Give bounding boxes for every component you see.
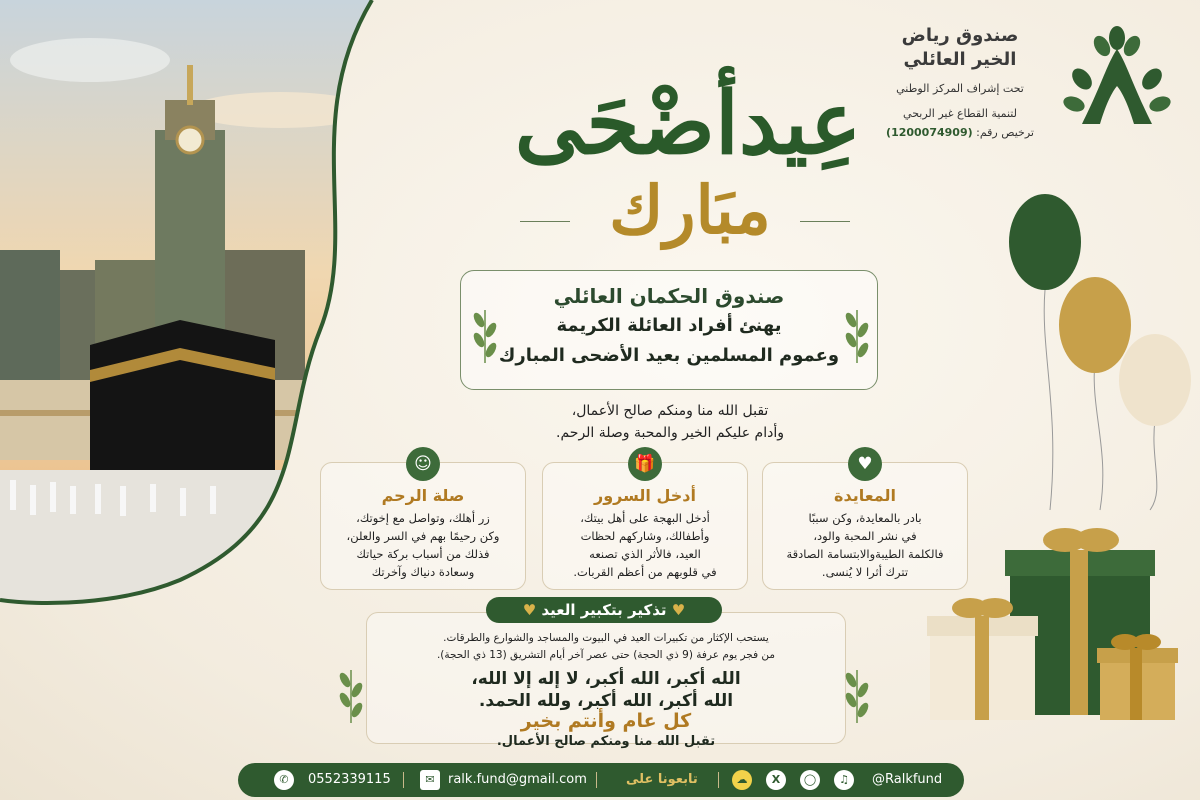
takbir-line2: من فجر يوم عرفة (9 ذي الحجة) حتى عصر آخر أيام التشريق (13 ذي الحجة). bbox=[436, 649, 776, 661]
divider bbox=[403, 772, 404, 788]
card-joy bbox=[542, 454, 748, 590]
takbir-dhikr bbox=[400, 668, 812, 712]
title-line1: عِيدأضْحَى bbox=[514, 73, 862, 174]
leaf-sprig-icon bbox=[842, 665, 872, 725]
takbir-line1: يستحب الإكثار من تكبيرات العيد في البيوت والمساجد والشوارع والطرقات. bbox=[443, 632, 769, 644]
flourish-left bbox=[520, 221, 570, 222]
gift-icon: 🎁 bbox=[628, 447, 662, 481]
card-title: صلة الرحم bbox=[381, 486, 465, 505]
heart-icon: ♥ bbox=[671, 601, 686, 619]
fund-logo bbox=[1062, 24, 1172, 134]
closing-dua: تقبل الله منا ومنكم صالح الأعمال. bbox=[496, 734, 716, 749]
phone-number[interactable]: 0552339115 bbox=[308, 772, 391, 787]
email-icon[interactable]: ✉ bbox=[420, 770, 440, 790]
greeting-line2: يهنئ أفراد العائلة الكريمة bbox=[556, 315, 782, 336]
card-title: أدخل السرور bbox=[594, 486, 696, 505]
divider bbox=[718, 772, 719, 788]
title-line2: مبَارك bbox=[609, 171, 771, 249]
takbir-heading: ♥ تذكير بتكبير العيد ♥ bbox=[486, 597, 722, 623]
tiktok-icon[interactable]: ♫ bbox=[834, 770, 854, 790]
divider bbox=[596, 772, 597, 788]
takbir-lines bbox=[370, 630, 842, 664]
card-body: أدخل البهجة على أهل بيتك، وأطفالك، وشاركهم لحظات العيد، فالأثر الذي تصنعه في قلوبهم من أعظم القربات. bbox=[573, 511, 717, 579]
leaf-sprig-icon bbox=[336, 665, 366, 725]
greeting-line1: صندوق الحكمان العائلي bbox=[553, 284, 785, 308]
org-name-line1: صندوق رياض bbox=[901, 25, 1019, 46]
card-title: المعايدة bbox=[834, 486, 896, 505]
follow-label: تابعونا على bbox=[626, 772, 698, 787]
dua bbox=[490, 400, 850, 444]
card-body: زر أهلك، وتواصل مع إخوتك، وكن رحيمًا بهم في السر والعلن، فذلك من أسباب بركة حياتك وسعادة دنياك وآخرتك bbox=[346, 511, 500, 579]
handshake-heart-icon: ♥ bbox=[848, 447, 882, 481]
supervision-line1: تحت إشراف المركز الوطني bbox=[896, 82, 1024, 95]
card-body: بادر بالمعايدة، وكن سببًا في نشر المحبة والود، فالكلمة الطيبةوالابتسامة الصادقة تترك أثرا لا يُنسى. bbox=[786, 511, 944, 579]
greeting-box bbox=[460, 270, 878, 390]
balloons bbox=[1000, 190, 1200, 520]
license-number: (1200074909) bbox=[886, 126, 973, 139]
leaf-sprig-icon bbox=[470, 305, 500, 365]
closing-greeting: كل عام وأنتم بخير bbox=[520, 710, 692, 732]
dhikr-line2: الله أكبر، الله أكبر، ولله الحمد. bbox=[478, 691, 734, 711]
people-icon: ☺ bbox=[406, 447, 440, 481]
flourish-right bbox=[800, 221, 850, 222]
instagram-icon[interactable]: ◯ bbox=[800, 770, 820, 790]
heart-icon: ♥ bbox=[522, 601, 537, 619]
social-handle[interactable]: @Ralkfund bbox=[872, 772, 943, 787]
gift-boxes bbox=[925, 520, 1195, 725]
snapchat-icon[interactable]: ☁ bbox=[732, 770, 752, 790]
greeting-line3: وعموم المسلمين بعيد الأضحى المبارك bbox=[498, 345, 840, 366]
org-name-line2: الخير العائلي bbox=[903, 49, 1017, 70]
card-family-ties bbox=[320, 454, 526, 590]
leaf-sprig-icon bbox=[842, 305, 872, 365]
supervision-line2: لتنمية القطاع غير الربحي bbox=[903, 107, 1017, 120]
footer-bar bbox=[238, 763, 964, 797]
dhikr-line1: الله أكبر، الله أكبر، لا إله إلا الله، bbox=[471, 669, 741, 689]
whatsapp-icon[interactable]: ✆ bbox=[274, 770, 294, 790]
dua-line2: وأدام عليكم الخير والمحبة وصلة الرحم. bbox=[556, 425, 784, 441]
dua-line1: تقبل الله منا ومنكم صالح الأعمال، bbox=[571, 403, 769, 419]
x-icon[interactable]: X bbox=[766, 770, 786, 790]
license-label: ترخيص رقم: bbox=[976, 126, 1034, 139]
email-address[interactable]: ralk.fund@gmail.com bbox=[448, 772, 587, 787]
